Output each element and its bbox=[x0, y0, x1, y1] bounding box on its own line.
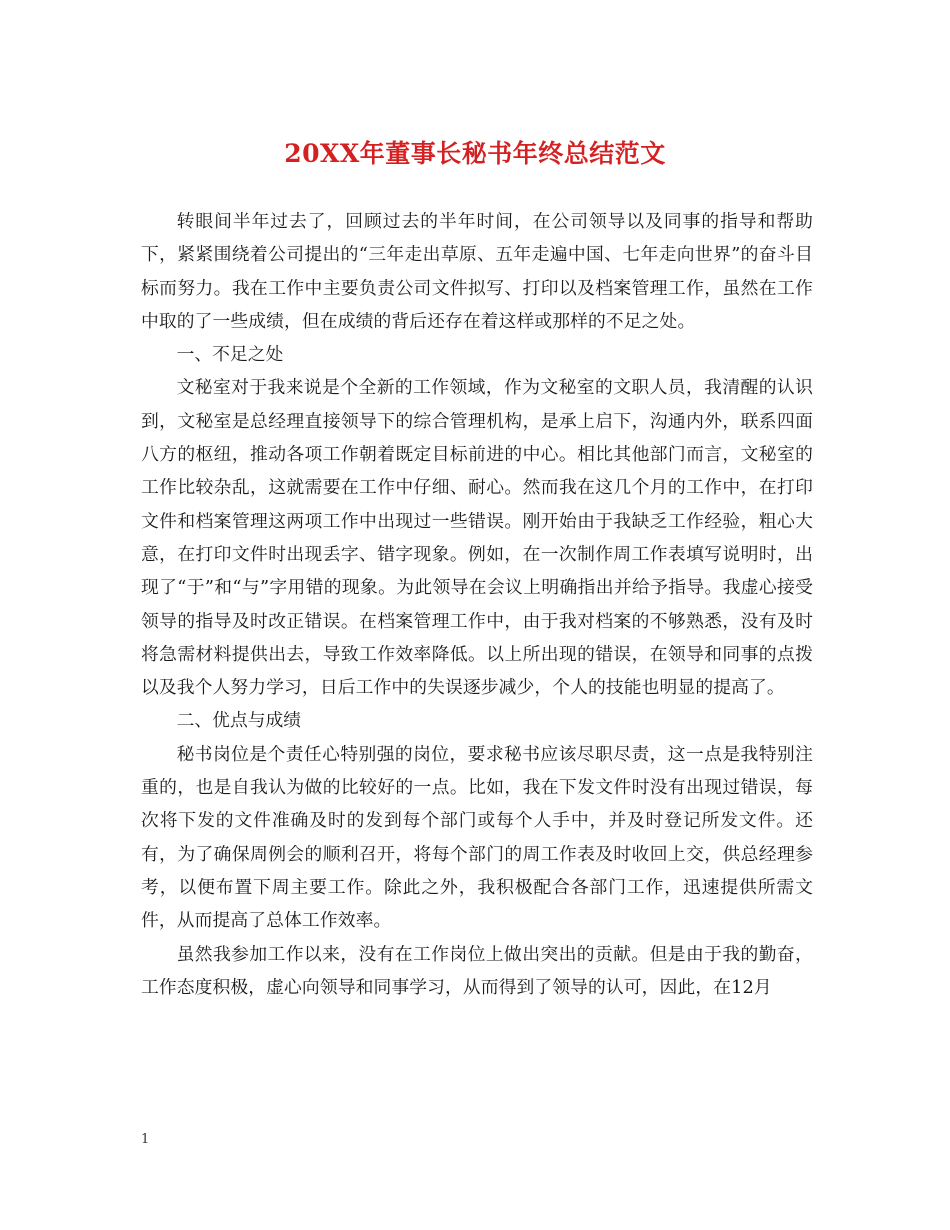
document-title: 20XX年董事长秘书年终总结范文 bbox=[284, 139, 666, 168]
paragraph-shortcomings: 文秘室对于我来说是个全新的工作领域，作为文秘室的文职人员，我清醒的认识到，文秘室是总经理直接领导下的综合管理机构，是承上启下，沟通内外，联系四面八方的枢纽，推动各项工作朝着既定目标前进的中心。相比其他部门而言，文秘室的工作比较杂乱，这就需要在工作中仔细、耐心。然而我在这几个月的工作中，在打印文件和档案管理这两项工作中出现过一些错误。刚开始由于我缺乏工作经验，粗心大意，在打印文件时出现丢字、错字现象。例如，在一次制作周工作表填写说明时，出现了“于”和“与”字用错的现象。为此领导在会议上明确指出并给予指导。我虚心接受领导的指导及时改正错误。在档案管理工作中，由于我对档案的不够熟悉，没有及时将急需材料提供出去，导致工作效率降低。以上所出现的错误，在领导和同事的点拨以及我个人努力学习，日后工作中的失误逐步减少，个人的技能也明显的提高了。 bbox=[141, 377, 813, 699]
paragraph-strengths: 秘书岗位是个责任心特别强的岗位，要求秘书应该尽职尽责，这一点是我特别注重的，也是自我认为做的比较好的一点。比如，我在下发文件时没有出现过错误，每次将下发的文件准确及时的发到每个部门或每个人手中，并及时登记所发文件。还有，为了确保周例会的顺利召开，将每个部门的周工作表及时收回上交，供总经理参考，以便布置下周主要工作。除此之外，我积极配合各部门工作，迅速提供所需文件，从而提高了总体工作效率。 bbox=[141, 743, 813, 932]
paragraph-intro: 转眼间半年过去了，回顾过去的半年时间，在公司领导以及同事的指导和帮助下，紧紧围绕着公司提出的“三年走出草原、五年走遍中国、七年走向世界”的奋斗目标而努力。我在工作中主要负责公司文件拟写、打印以及档案管理工作，虽然在工作中取的了一些成绩，但在成绩的背后还存在着这样或那样的不足之处。 bbox=[141, 211, 813, 332]
paragraph-contribution: 虽然我参加工作以来，没有在工作岗位上做出突出的贡献。但是由于我的勤奋，工作态度积极，虚心向领导和同事学习，从而得到了领导的认可，因此，在12月 bbox=[141, 943, 813, 998]
document-body bbox=[141, 205, 813, 1004]
section-heading-shortcomings: 一、不足之处 bbox=[176, 344, 284, 366]
section-heading-strengths: 二、优点与成绩 bbox=[176, 710, 302, 732]
page-number: 1 bbox=[141, 1132, 150, 1147]
